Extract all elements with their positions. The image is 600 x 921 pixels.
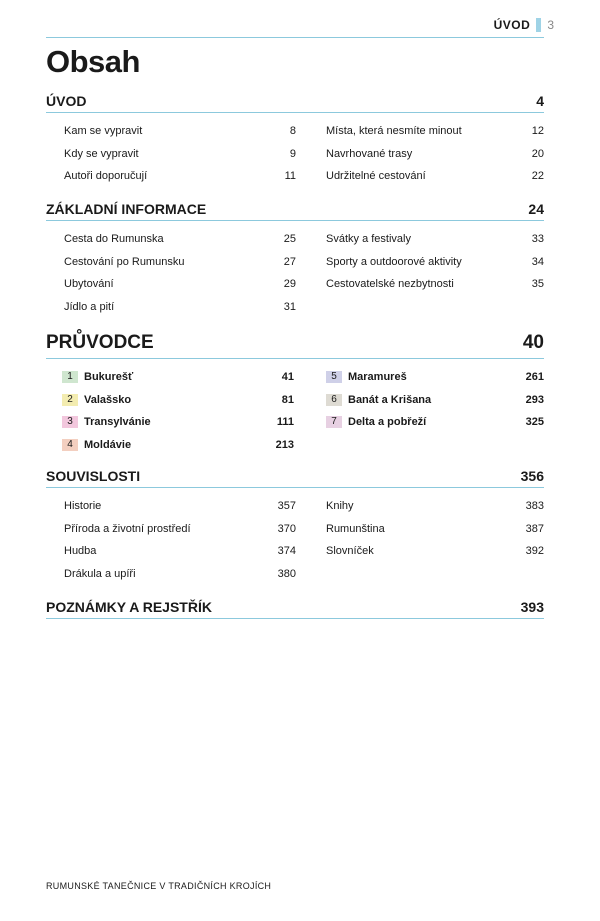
- toc-column-right: [326, 495, 544, 585]
- toc-column-left: [64, 228, 296, 318]
- toc-entry-page: 370: [277, 522, 296, 535]
- guide-entry-label: Transylvánie: [84, 416, 151, 429]
- section-title: ZÁKLADNÍ INFORMACE: [46, 201, 207, 217]
- guide-entry-page: 41: [281, 371, 294, 384]
- guide-entry[interactable]: [62, 366, 294, 389]
- toc-entry-page: 29: [283, 278, 296, 291]
- toc-entry-label: Knihy: [326, 500, 354, 513]
- guide-entry[interactable]: [326, 389, 544, 412]
- section-title: ÚVOD: [46, 93, 87, 109]
- guide-entry[interactable]: [326, 366, 544, 389]
- toc-entry-label: Drákula a upíři: [64, 567, 136, 580]
- guide-entry[interactable]: [62, 434, 294, 457]
- toc-entry-page: 9: [289, 147, 296, 160]
- toc-entry[interactable]: [64, 495, 296, 518]
- top-rule: [46, 37, 544, 38]
- toc-entry-label: Historie: [64, 500, 102, 513]
- section-page: 356: [520, 468, 544, 484]
- toc-entry[interactable]: [326, 228, 544, 251]
- guide-entry-page: 325: [525, 416, 544, 429]
- region-number-badge: 2: [62, 394, 78, 406]
- toc-entry[interactable]: [326, 495, 544, 518]
- page-number: 3: [547, 18, 554, 32]
- guide-entry-label: Maramureš: [348, 371, 407, 384]
- guide-entry-label: Bukurešť: [84, 371, 134, 384]
- toc-column-left: [62, 366, 294, 456]
- toc-entry-label: Cesta do Rumunska: [64, 233, 164, 246]
- section-uvod: [46, 93, 544, 188]
- toc-entry[interactable]: [326, 165, 544, 188]
- guide-entry-page: 261: [525, 371, 544, 384]
- toc-entry-label: Rumunština: [326, 522, 385, 535]
- toc-entry-label: Navrhované trasy: [326, 147, 413, 160]
- section-zakladni-informace: [46, 201, 544, 318]
- toc-entry[interactable]: [64, 563, 296, 586]
- guide-entry[interactable]: [62, 389, 294, 412]
- toc-entry-page: 392: [525, 545, 544, 558]
- region-number-badge: 5: [326, 371, 342, 383]
- toc-column-right: [326, 120, 544, 188]
- section-page: 40: [522, 332, 544, 353]
- toc-column-right: [326, 366, 544, 456]
- toc-entry-label: Udržitelné cestování: [326, 170, 426, 183]
- guide-entry-label: Delta a pobřeží: [348, 416, 427, 429]
- guide-entry-label: Banát a Krišana: [348, 393, 432, 406]
- section-title: POZNÁMKY A REJSTŘÍK: [46, 599, 212, 615]
- region-number-badge: 3: [62, 416, 78, 428]
- section-souvislosti: [46, 468, 544, 585]
- header-accent-bar: [536, 18, 541, 32]
- toc-entry-label: Hudba: [64, 545, 97, 558]
- section-heading[interactable]: [46, 332, 544, 359]
- toc-entry[interactable]: [64, 251, 296, 274]
- section-title: PRŮVODCE: [46, 332, 154, 353]
- section-heading[interactable]: [46, 201, 544, 221]
- section-heading[interactable]: [46, 599, 544, 619]
- section-title: SOUVISLOSTI: [46, 468, 141, 484]
- toc-entry[interactable]: [64, 273, 296, 296]
- section-page: 393: [520, 599, 544, 615]
- guide-entry[interactable]: [62, 411, 294, 434]
- toc-entry-page: 380: [277, 567, 296, 580]
- toc-entry-page: 31: [283, 300, 296, 313]
- running-header: [494, 18, 554, 32]
- toc-entry-label: Sporty a outdoorové aktivity: [326, 255, 462, 268]
- toc-entry-label: Příroda a životní prostředí: [64, 522, 191, 535]
- toc-column-left: [64, 120, 296, 188]
- toc-entry[interactable]: [326, 251, 544, 274]
- section-heading[interactable]: [46, 93, 544, 113]
- toc-entry[interactable]: [326, 540, 544, 563]
- photo-caption: RUMUNSKÉ TANEČNICE V TRADIČNÍCH KROJÍCH: [46, 881, 272, 891]
- toc-entry-label: Jídlo a pití: [64, 300, 115, 313]
- section-heading[interactable]: [46, 468, 544, 488]
- toc-entry-label: Cestovatelské nezbytnosti: [326, 278, 454, 291]
- toc-entry[interactable]: [326, 120, 544, 143]
- toc-entry-label: Slovníček: [326, 545, 374, 558]
- toc-column-right: [326, 228, 544, 318]
- toc-entry-page: 33: [531, 233, 544, 246]
- guide-entry-label: Moldávie: [84, 438, 132, 451]
- toc-entry[interactable]: [326, 273, 544, 296]
- region-number-badge: 6: [326, 394, 342, 406]
- region-number-badge: 7: [326, 416, 342, 428]
- toc-entry-page: 8: [289, 125, 296, 138]
- toc-entry[interactable]: [326, 143, 544, 166]
- section-page: 4: [536, 93, 544, 109]
- page-title: Obsah: [46, 44, 140, 79]
- toc-entry-label: Cestování po Rumunsku: [64, 255, 185, 268]
- toc-entry-page: 35: [531, 278, 544, 291]
- guide-entry[interactable]: [326, 411, 544, 434]
- guide-entry-page: 213: [275, 438, 294, 451]
- toc-entry-label: Kdy se vypravit: [64, 147, 139, 160]
- toc-entry-page: 27: [283, 255, 296, 268]
- toc-entry-label: Místa, která nesmíte minout: [326, 125, 462, 138]
- guide-entry-page: 111: [276, 416, 294, 429]
- toc-entry[interactable]: [64, 228, 296, 251]
- toc-entry-label: Autoři doporučují: [64, 170, 148, 183]
- toc-entry-label: Ubytování: [64, 278, 114, 291]
- toc-entry[interactable]: [64, 296, 296, 319]
- toc-column-left: [64, 495, 296, 585]
- toc-entry-page: 20: [531, 147, 544, 160]
- region-number-badge: 4: [62, 439, 78, 451]
- toc-entry-page: 12: [531, 125, 544, 138]
- toc-entry-page: 374: [277, 545, 296, 558]
- toc-entry-page: 25: [283, 233, 296, 246]
- toc-entry[interactable]: [64, 120, 296, 143]
- toc-entry[interactable]: [64, 143, 296, 166]
- section-page: 24: [528, 201, 544, 217]
- toc-entry-label: Svátky a festivaly: [326, 233, 411, 246]
- toc-entry-label: Kam se vypravit: [64, 125, 143, 138]
- toc-entry[interactable]: [64, 540, 296, 563]
- guide-entry-page: 81: [281, 393, 294, 406]
- toc-entry-page: 22: [531, 170, 544, 183]
- toc-entry-page: 387: [525, 522, 544, 535]
- toc-entry[interactable]: [64, 518, 296, 541]
- section-poznamky-a-rejstrik: [46, 599, 544, 619]
- guide-entry-page: 293: [525, 393, 544, 406]
- toc-entry-page: 383: [525, 500, 544, 513]
- toc-entry-page: 11: [284, 170, 296, 183]
- toc-entry-page: 34: [531, 255, 544, 268]
- region-number-badge: 1: [62, 371, 78, 383]
- section-pruvodce: [46, 332, 544, 456]
- running-header-section: ÚVOD: [493, 18, 531, 32]
- guide-entry-label: Valašsko: [84, 393, 132, 406]
- toc-entry-page: 357: [277, 500, 296, 513]
- toc-entry[interactable]: [64, 165, 296, 188]
- toc-entry[interactable]: [326, 518, 544, 541]
